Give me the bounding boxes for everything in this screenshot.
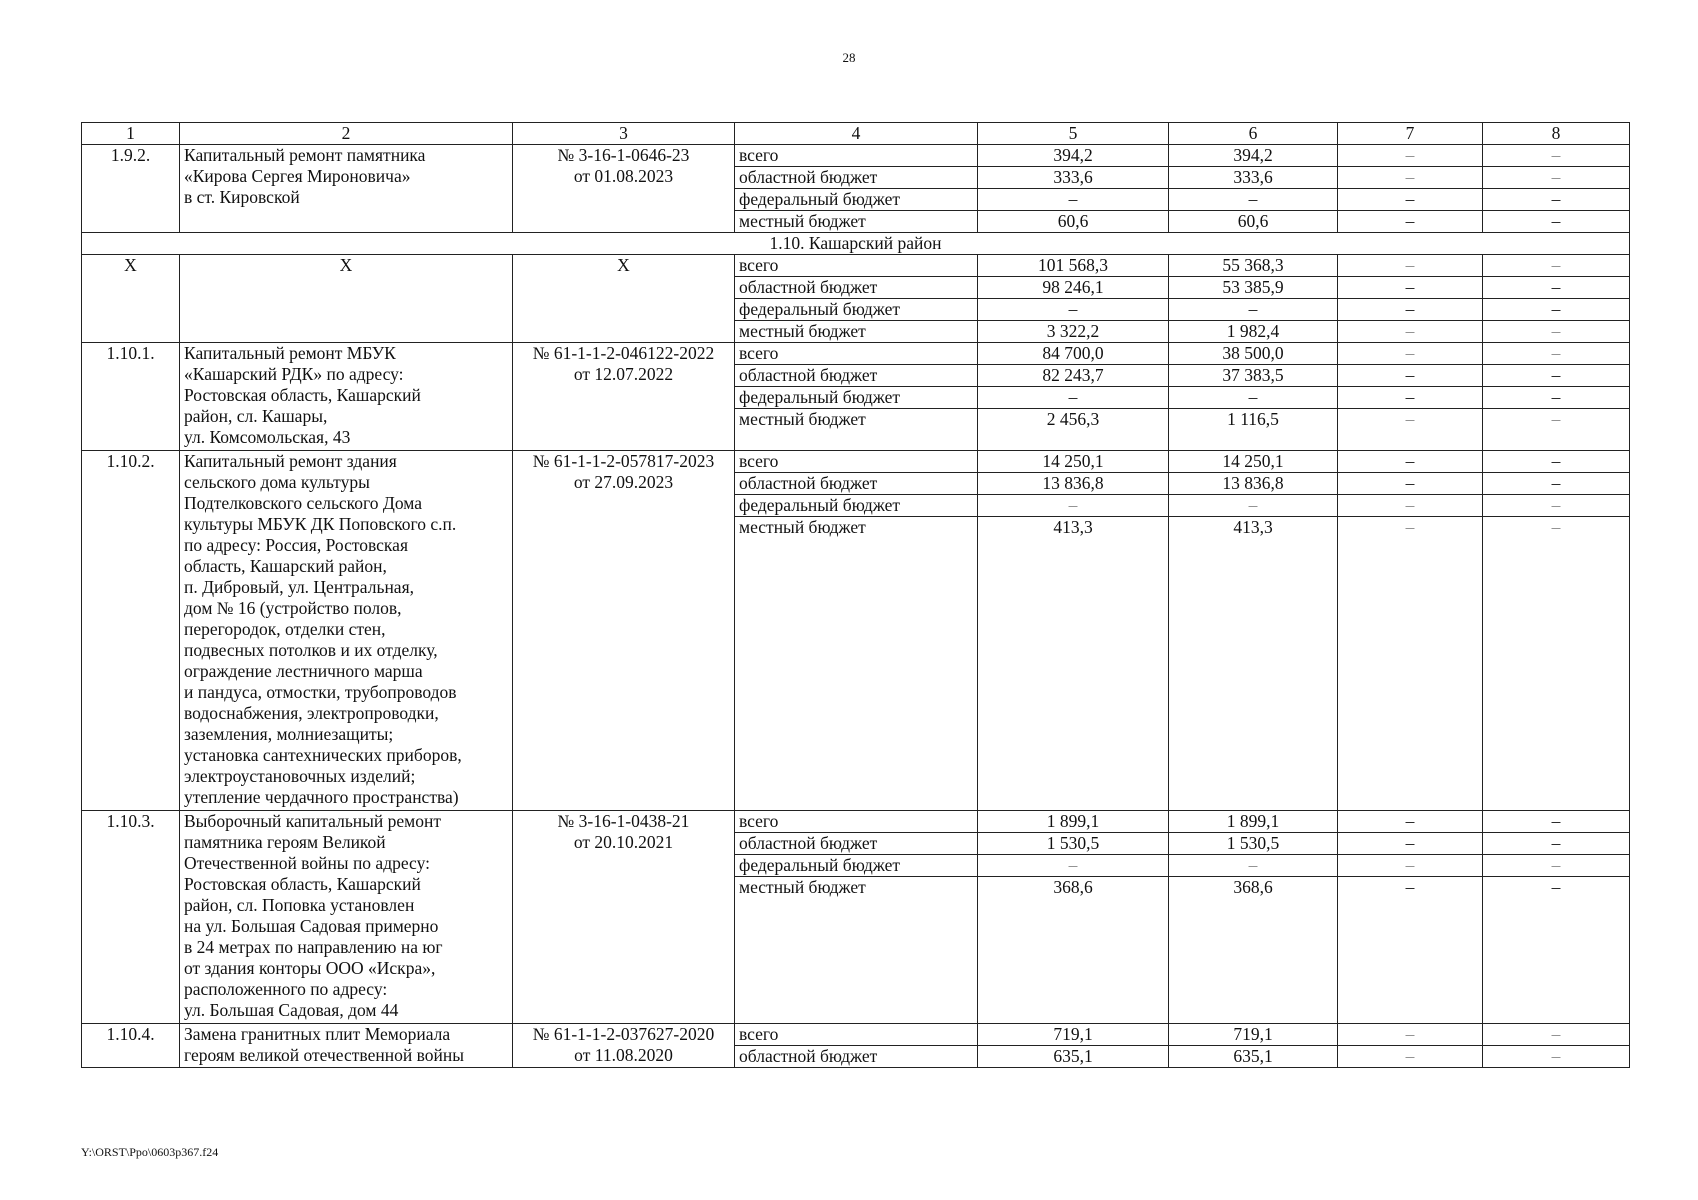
value-col7: – (1338, 321, 1483, 343)
value-col8: – (1483, 321, 1630, 343)
value-col5: 1 530,5 (978, 833, 1169, 855)
item-document: № 61-1-1-2-057817-2023 от 27.09.2023 (513, 451, 735, 811)
item-number: 1.10.2. (82, 451, 180, 811)
item-description: Замена гранитных плит Мемориала героям великой отечественной войны (180, 1024, 513, 1068)
value-col5: 60,6 (978, 211, 1169, 233)
value-col5: – (978, 855, 1169, 877)
header-col-2: 2 (180, 123, 513, 145)
table-row (82, 811, 1630, 833)
table-row (82, 1024, 1630, 1046)
value-col8: – (1483, 1046, 1630, 1068)
table-row (82, 343, 1630, 365)
value-col7: – (1338, 833, 1483, 855)
budget-table (81, 122, 1630, 1068)
value-col6: 635,1 (1169, 1046, 1338, 1068)
section-title: 1.10. Кашарский район (82, 233, 1630, 255)
header-col-5: 5 (978, 123, 1169, 145)
value-col7: – (1338, 255, 1483, 277)
value-col6: 368,6 (1169, 877, 1338, 1024)
value-col8: – (1483, 1024, 1630, 1046)
value-col7: – (1338, 387, 1483, 409)
value-col7: – (1338, 409, 1483, 451)
value-col6: 1 982,4 (1169, 321, 1338, 343)
value-col7: – (1338, 877, 1483, 1024)
value-col7: – (1338, 855, 1483, 877)
item-document: № 3-16-1-0646-23 от 01.08.2023 (513, 145, 735, 233)
value-col7: – (1338, 1024, 1483, 1046)
table-row (82, 255, 1630, 277)
funding-label: всего (735, 811, 978, 833)
funding-label: федеральный бюджет (735, 299, 978, 321)
value-col6: – (1169, 387, 1338, 409)
value-col6: – (1169, 855, 1338, 877)
value-col8: – (1483, 855, 1630, 877)
header-col-7: 7 (1338, 123, 1483, 145)
value-col8: – (1483, 167, 1630, 189)
value-col6: 333,6 (1169, 167, 1338, 189)
item-description: Капитальный ремонт здания сельского дома культуры Подтелковского сельского Дома культуры МБУК ДК Поповского с.п. по адресу: Россия, Ростовская область, Кашарский район, п. Дибровый, ул. Центральная, дом № 16 (устройство полов, перегородок, отделки стен, подвесных потолков и их отделку, ограждение лестничного марша и пандуса, отмостки, трубопроводов водоснабжения, электропроводки, заземления, молниезащиты; установка сантехнических приборов, электроустановочных изделий; утепление чердачного пространства) (180, 451, 513, 811)
value-col6: 1 116,5 (1169, 409, 1338, 451)
x-mark: X (180, 255, 513, 343)
funding-label: всего (735, 451, 978, 473)
funding-label: всего (735, 343, 978, 365)
funding-label: областной бюджет (735, 473, 978, 495)
value-col8: – (1483, 299, 1630, 321)
item-document: № 3-16-1-0438-21 от 20.10.2021 (513, 811, 735, 1024)
value-col8: – (1483, 387, 1630, 409)
value-col5: 413,3 (978, 517, 1169, 811)
value-col6: 1 530,5 (1169, 833, 1338, 855)
value-col5: 82 243,7 (978, 365, 1169, 387)
value-col5: – (978, 189, 1169, 211)
value-col5: 333,6 (978, 167, 1169, 189)
value-col5: – (978, 495, 1169, 517)
value-col7: – (1338, 451, 1483, 473)
value-col6: 1 899,1 (1169, 811, 1338, 833)
item-description: Капитальный ремонт МБУК «Кашарский РДК» по адресу: Ростовская область, Кашарский район, сл. Кашары, ул. Комсомольская, 43 (180, 343, 513, 451)
value-col8: – (1483, 189, 1630, 211)
x-mark: X (82, 255, 180, 343)
funding-label: местный бюджет (735, 517, 978, 811)
funding-label: местный бюджет (735, 877, 978, 1024)
value-col6: 14 250,1 (1169, 451, 1338, 473)
value-col6: – (1169, 495, 1338, 517)
funding-label: областной бюджет (735, 1046, 978, 1068)
value-col7: – (1338, 473, 1483, 495)
x-mark: X (513, 255, 735, 343)
value-col5: 14 250,1 (978, 451, 1169, 473)
value-col6: 413,3 (1169, 517, 1338, 811)
item-number: 1.10.4. (82, 1024, 180, 1068)
value-col7: – (1338, 145, 1483, 167)
page-number: 28 (842, 50, 856, 65)
header-col-6: 6 (1169, 123, 1338, 145)
table-row (82, 451, 1630, 473)
value-col6: 53 385,9 (1169, 277, 1338, 299)
value-col8: – (1483, 495, 1630, 517)
section-row (82, 233, 1630, 255)
funding-label: местный бюджет (735, 321, 978, 343)
item-description: Выборочный капитальный ремонт памятника героям Великой Отечественной войны по адресу: Ростовская область, Кашарский район, сл. Поповка установлен на ул. Большая Садовая примерно в 24 метрах по направлению на юг от здания конторы ООО «Искра», расположенного по адресу: ул. Большая Садовая, дом 44 (180, 811, 513, 1024)
value-col8: – (1483, 833, 1630, 855)
header-col-3: 3 (513, 123, 735, 145)
value-col6: 719,1 (1169, 1024, 1338, 1046)
value-col6: 13 836,8 (1169, 473, 1338, 495)
value-col6: 60,6 (1169, 211, 1338, 233)
value-col8: – (1483, 877, 1630, 1024)
funding-label: областной бюджет (735, 167, 978, 189)
value-col6: – (1169, 299, 1338, 321)
footer-file-path: Y:\ORST\Ppo\0603p367.f24 (81, 1145, 219, 1159)
value-col6: 37 383,5 (1169, 365, 1338, 387)
value-col8: – (1483, 811, 1630, 833)
item-description: Капитальный ремонт памятника «Кирова Сергея Мироновича» в ст. Кировской (180, 145, 513, 233)
item-document: № 61-1-1-2-046122-2022 от 12.07.2022 (513, 343, 735, 451)
funding-label: федеральный бюджет (735, 387, 978, 409)
value-col5: 719,1 (978, 1024, 1169, 1046)
value-col5: 2 456,3 (978, 409, 1169, 451)
value-col8: – (1483, 211, 1630, 233)
value-col5: 101 568,3 (978, 255, 1169, 277)
value-col8: – (1483, 473, 1630, 495)
value-col5: 635,1 (978, 1046, 1169, 1068)
value-col7: – (1338, 343, 1483, 365)
value-col8: – (1483, 517, 1630, 811)
item-number: 1.10.1. (82, 343, 180, 451)
funding-label: федеральный бюджет (735, 189, 978, 211)
value-col8: – (1483, 409, 1630, 451)
value-col5: 98 246,1 (978, 277, 1169, 299)
value-col5: 84 700,0 (978, 343, 1169, 365)
value-col7: – (1338, 167, 1483, 189)
value-col8: – (1483, 255, 1630, 277)
value-col5: 3 322,2 (978, 321, 1169, 343)
value-col6: 394,2 (1169, 145, 1338, 167)
value-col7: – (1338, 517, 1483, 811)
value-col5: – (978, 299, 1169, 321)
funding-label: областной бюджет (735, 365, 978, 387)
value-col7: – (1338, 811, 1483, 833)
value-col7: – (1338, 277, 1483, 299)
funding-label: областной бюджет (735, 277, 978, 299)
value-col5: 368,6 (978, 877, 1169, 1024)
header-col-8: 8 (1483, 123, 1630, 145)
value-col6: – (1169, 189, 1338, 211)
value-col8: – (1483, 277, 1630, 299)
funding-label: всего (735, 255, 978, 277)
item-number: 1.10.3. (82, 811, 180, 1024)
value-col5: 13 836,8 (978, 473, 1169, 495)
value-col6: 55 368,3 (1169, 255, 1338, 277)
value-col5: 394,2 (978, 145, 1169, 167)
value-col7: – (1338, 495, 1483, 517)
funding-label: федеральный бюджет (735, 495, 978, 517)
value-col8: – (1483, 365, 1630, 387)
funding-label: областной бюджет (735, 833, 978, 855)
header-col-1: 1 (82, 123, 180, 145)
header-row (82, 123, 1630, 145)
funding-label: всего (735, 1024, 978, 1046)
funding-label: всего (735, 145, 978, 167)
value-col7: – (1338, 211, 1483, 233)
value-col8: – (1483, 451, 1630, 473)
funding-label: местный бюджет (735, 409, 978, 451)
table-row (82, 145, 1630, 167)
value-col7: – (1338, 365, 1483, 387)
value-col7: – (1338, 1046, 1483, 1068)
funding-label: местный бюджет (735, 211, 978, 233)
item-number: 1.9.2. (82, 145, 180, 233)
header-col-4: 4 (735, 123, 978, 145)
item-document: № 61-1-1-2-037627-2020 от 11.08.2020 (513, 1024, 735, 1068)
value-col7: – (1338, 189, 1483, 211)
value-col8: – (1483, 145, 1630, 167)
value-col5: – (978, 387, 1169, 409)
value-col5: 1 899,1 (978, 811, 1169, 833)
funding-label: федеральный бюджет (735, 855, 978, 877)
value-col7: – (1338, 299, 1483, 321)
value-col8: – (1483, 343, 1630, 365)
value-col6: 38 500,0 (1169, 343, 1338, 365)
